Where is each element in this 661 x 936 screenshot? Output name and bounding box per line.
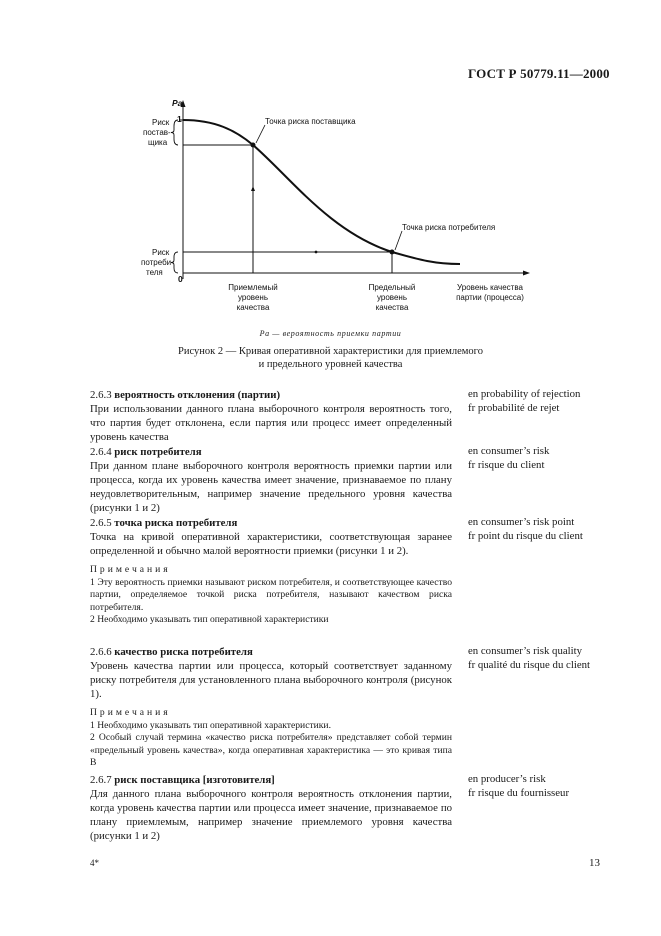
note-1: 1 Эту вероятность приемки называют риском потребителя, и соответствующее качество партии, определяемое точкой риска потребителя, называют качеством риска потребителя. [90, 576, 452, 613]
entry-2-6-7-equivalents [468, 773, 618, 800]
note-1: 1 Необходимо указывать тип оперативной характеристики. [90, 719, 331, 731]
en-term: en consumer’s risk point [468, 516, 575, 528]
entry-2-6-4 [90, 445, 452, 515]
fr-term: fr point du risque du client [468, 529, 583, 542]
entry-2-6-4-equivalents [468, 445, 618, 472]
lql-label-2: уровень [376, 293, 408, 302]
aql-label-3: качества [236, 303, 270, 312]
oc-curve [183, 120, 460, 264]
entry-number: 2.6.7 [90, 774, 112, 786]
supplier-risk-label-2: постав- [143, 128, 171, 137]
en-term: en probability of rejection [468, 388, 581, 400]
entry-number: 2.6.5 [90, 517, 112, 529]
notes-block [90, 707, 452, 770]
tick-one: 1 [177, 114, 182, 124]
en-term: en consumer’s risk quality [468, 645, 583, 657]
aql-label-1: Приемлемый [228, 283, 278, 292]
consumer-point-label: Точка риска потребителя [402, 223, 496, 232]
entry-term: риск поставщика [изготовителя] [114, 774, 275, 786]
page-number: 13 [589, 857, 600, 869]
note-2: 2 Необходимо указывать тип оперативной характеристики [90, 614, 329, 625]
en-term: en consumer’s risk [468, 445, 550, 457]
notes-heading: Примечания [90, 707, 171, 718]
aql-label-2: уровень [237, 293, 269, 302]
entry-term: точка риска потребителя [114, 517, 238, 529]
footer-mark: 4* [90, 858, 99, 868]
entry-body: Точка на кривой оперативной характеристики, соответствующая заранее определенной и обычно малой вероятности приемки (рисунки 1 и 2). [90, 531, 452, 557]
x-axis-label-2: партии (процесса) [456, 293, 524, 302]
fr-term: fr probabilité de rejet [468, 401, 560, 414]
note-2: 2 Особый случай термина «качество риска потребителя» представляет собой термин «предельный уровень качества», когда оперативная характеристика — это кривая типа B [90, 732, 452, 768]
entry-term: качество риска потребителя [114, 646, 253, 658]
entry-body: При данном плане выборочного контроля вероятность приемки партии или процесса, когда их уровень качества имеет значение, признаваемое по плану неудовлетворительным, например значение предельного уровня качества (рисунки 1 и 2) [90, 460, 452, 514]
entry-2-6-3-equivalents [468, 388, 618, 415]
entry-body: Для данного плана выборочного контроля вероятность отклонения партии, когда уровень качества партии или процесса имеет значение, признаваемое по плану приемлемым, например значение приемлемого уровня качества (рисунки 1 и 2) [90, 788, 452, 842]
figure-caption [60, 345, 601, 371]
en-term: en producer’s risk [468, 773, 546, 785]
entry-2-6-6 [90, 645, 452, 770]
entry-term: риск потребителя [114, 446, 202, 458]
entry-2-6-3 [90, 388, 452, 444]
document-header: ГОСТ Р 50779.11—2000 [468, 66, 610, 81]
lql-label-3: качества [375, 303, 409, 312]
caption-line-1: Рисунок 2 — Кривая оперативной характеристики для приемлемого [178, 346, 483, 357]
caption-line-2: и предельного уровней качества [258, 359, 403, 370]
tick-zero: 0 [178, 274, 183, 284]
fr-term: fr risque du fournisseur [468, 786, 570, 799]
entry-2-6-7 [90, 773, 452, 843]
entry-body: Уровень качества партии или процесса, который соответствует заданному риску потребителя для установленного плана выборочного контроля (рисунок 1). [90, 660, 452, 700]
x-axis-arrow [523, 271, 530, 276]
consumer-risk-label-1: Риск [152, 248, 170, 257]
fr-term: fr risque du client [468, 458, 545, 471]
entry-2-6-5-equivalents [468, 516, 618, 543]
notes-heading: Примечания [90, 564, 171, 575]
notes-block [90, 564, 452, 627]
supplier-risk-point [251, 143, 256, 148]
entry-body: При использовании данного плана выборочного контроля вероятность того, что партия будет отклонена, если партия или процесс имеет определенный уровень качества [90, 403, 452, 443]
lql-label-1: Предельный [368, 283, 416, 292]
oc-curve-figure [130, 92, 540, 322]
entry-number: 2.6.4 [90, 446, 112, 458]
entry-number: 2.6.3 [90, 389, 112, 401]
y-axis-label: Pa [172, 98, 183, 108]
figure-legend: Pa — вероятность приемки партии [259, 329, 402, 338]
fr-term: fr qualité du risque du client [468, 658, 591, 671]
supplier-risk-label-3: щика [148, 138, 168, 147]
entry-2-6-6-equivalents [468, 645, 618, 672]
entry-number: 2.6.6 [90, 646, 112, 658]
x-axis-label-1: Уровень качества [457, 283, 523, 292]
consumer-risk-label-3: теля [146, 268, 163, 277]
supplier-point-label: Точка риска поставщика [265, 117, 356, 126]
supplier-risk-label-1: Риск [152, 118, 170, 127]
consumer-risk-point [390, 250, 395, 255]
entry-term: вероятность отклонения (партии) [114, 389, 281, 401]
entry-2-6-5 [90, 516, 452, 627]
consumer-risk-label-2: потреби- [141, 258, 174, 267]
